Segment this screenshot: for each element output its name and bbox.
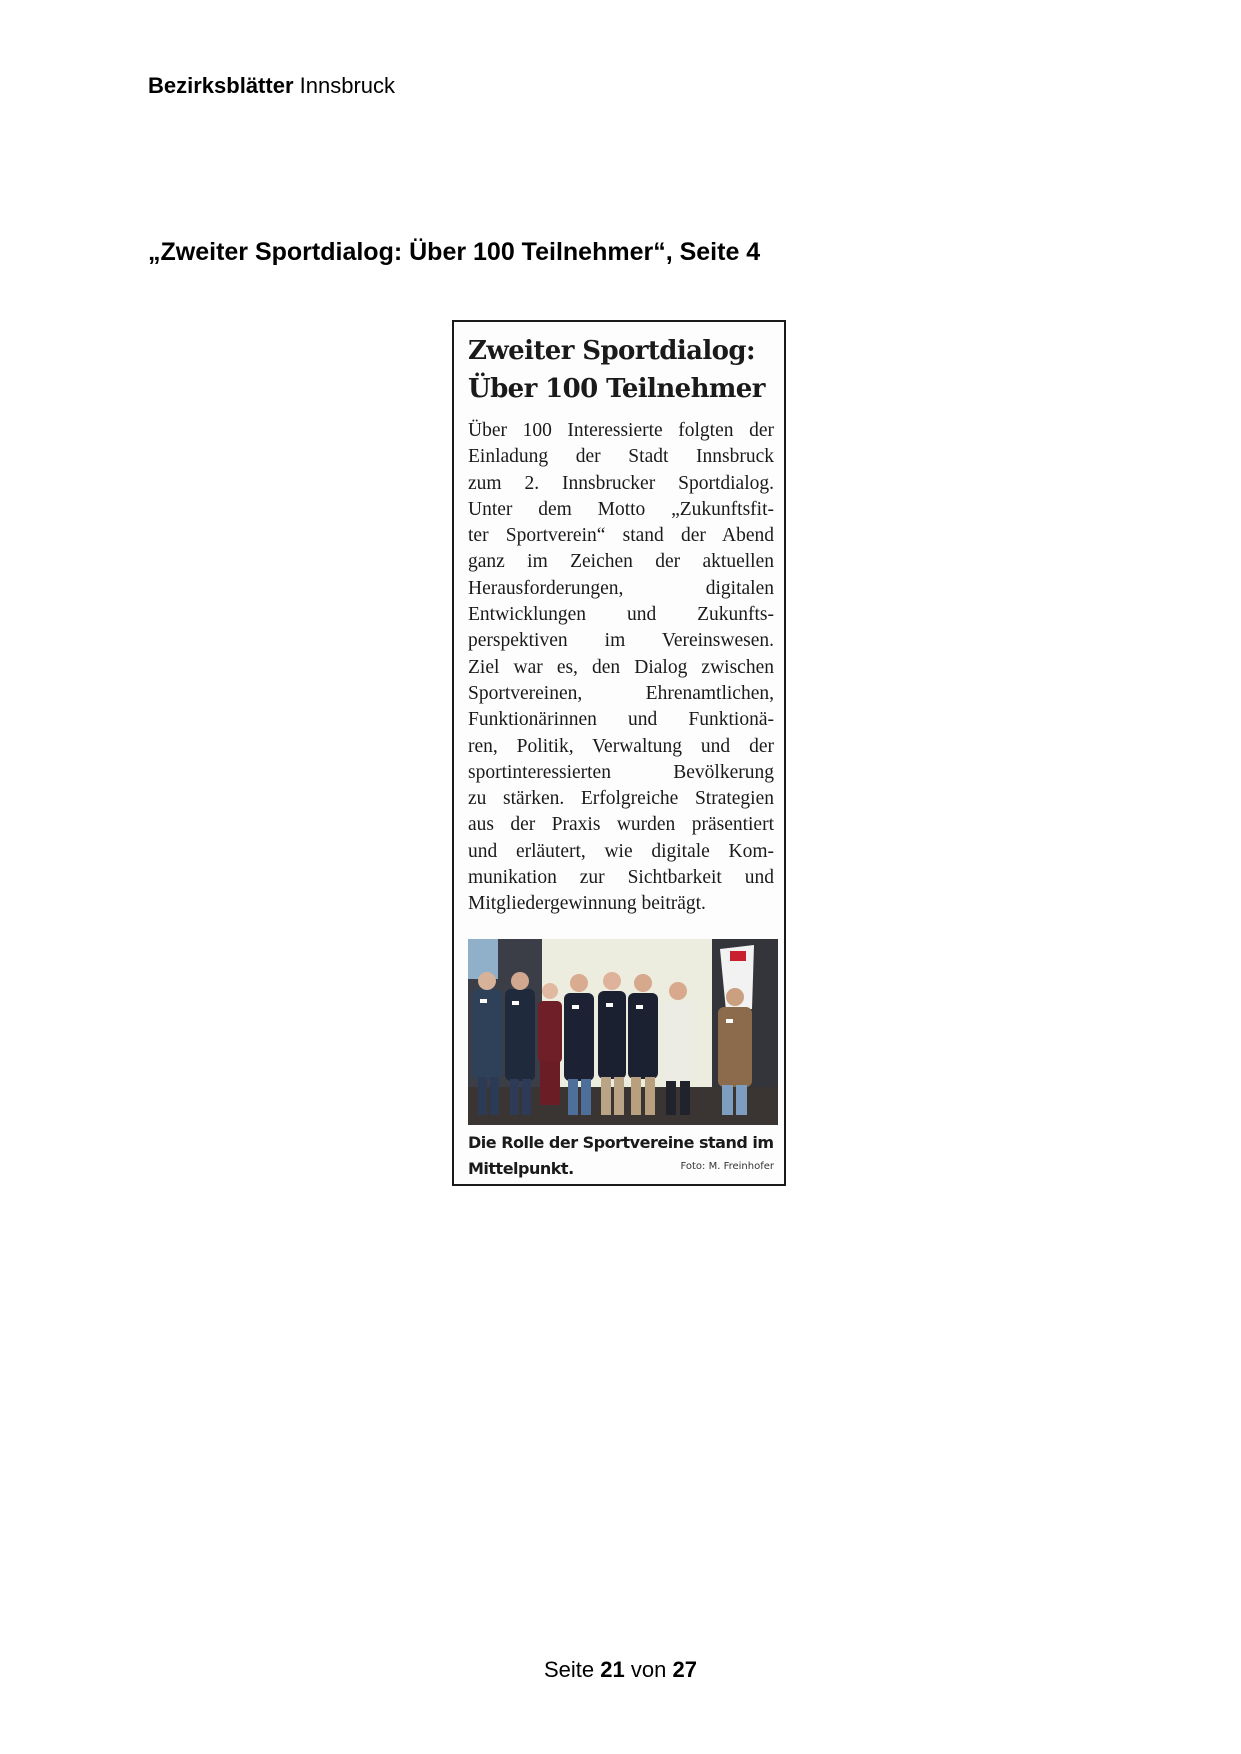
body-line: ren, Politik, Verwaltung und der [468,735,774,757]
footer-prefix: Seite [544,1657,595,1682]
body-line: Herausforderungen, digitalen [468,577,774,599]
newspaper-clipping [452,320,786,1186]
body-line: sportinteressierten Bevölkerung [468,761,774,783]
body-line: Unter dem Motto „Zukunftsfit- [468,498,774,520]
body-line: und erläutert, wie digitale Kom- [468,840,774,862]
publication-name: Bezirksblätter [148,73,294,98]
photo-caption [468,1130,778,1182]
headline-line: Zweiter Sportdialog: [468,336,755,366]
caption-line: Mittelpunkt. [468,1159,574,1178]
body-line: Entwicklungen und Zukunfts- [468,604,774,626]
body-line: Ziel war es, den Dialog zwischen [468,656,774,678]
body-line: Einladung der Stadt Innsbruck [468,446,774,468]
document-header [148,72,395,100]
body-line: zu stärken. Erfolgreiche Strategien [468,788,774,810]
body-line: Mitgliedergewinnung beiträgt. [468,893,706,915]
current-page-number: 21 [600,1657,625,1682]
body-line: Funktionärinnen und Funktionä- [468,709,774,731]
photo-credit: Foto: M. Freinhofer [680,1161,774,1172]
body-line: perspektiven im Vereinswesen. [468,630,774,652]
caption-line: Die Rolle der Sportvereine stand im [468,1133,774,1152]
article-reference-title: „Zweiter Sportdialog: Über 100 Teilnehmer“, Seite 4 [148,238,761,266]
headline-line: Über 100 Teilnehmer [468,374,765,404]
body-line: zum 2. Innsbrucker Sportdialog. [468,472,774,494]
clipping-headline [468,332,774,408]
total-page-count: 27 [672,1657,697,1682]
body-line: Sportvereinen, Ehrenamtlichen, [468,682,774,704]
body-line: ganz im Zeichen der aktuellen [468,551,774,573]
publication-region: Innsbruck [299,73,396,98]
clipping-body [468,418,774,918]
body-line: Über 100 Interessierte folgten der [468,420,774,441]
page-footer [0,1656,1241,1684]
footer-separator: von [630,1657,667,1682]
body-line: ter Sportverein“ stand der Abend [468,525,774,547]
group-photo-illustration [468,939,778,1125]
group-photo [468,939,778,1125]
body-line: aus der Praxis wurden präsentiert [468,814,774,836]
body-line: munikation zur Sichtbarkeit und [468,867,774,889]
